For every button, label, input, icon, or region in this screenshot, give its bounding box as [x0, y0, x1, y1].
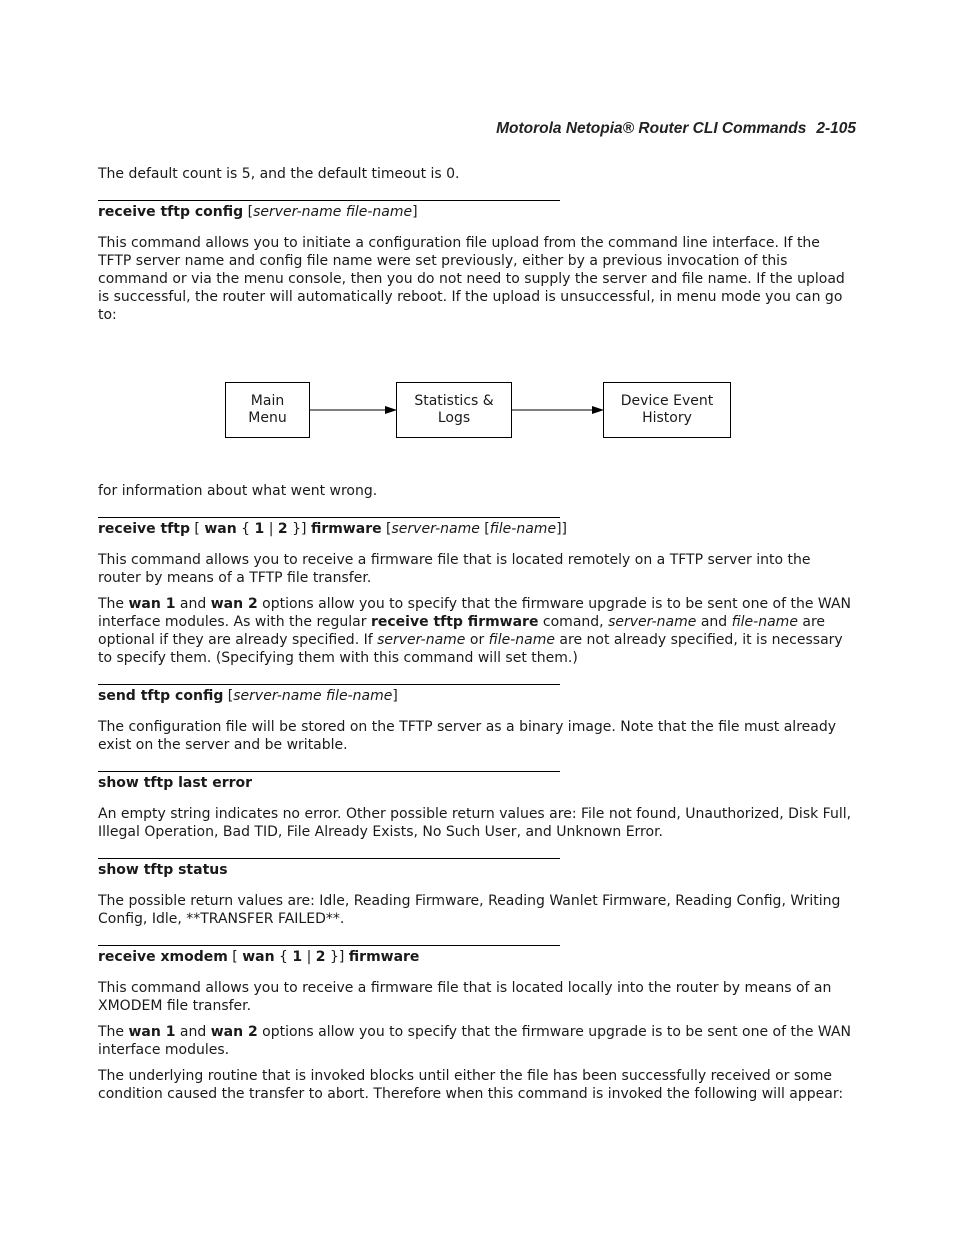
sec2-p1: This command allows you to receive a firmware file that is located remotely on a TFTP server into the router by means of a TFTP file transfer. [98, 552, 811, 586]
page-content [98, 165, 856, 1103]
section-rule [98, 517, 560, 518]
section-rule [98, 684, 560, 685]
sec2-p2: The wan 1 and wan 2 options allow you to specify that the firmware upgrade is to be sent one of the WAN interface modules. As with the regular receive tftp firmware comand, server-name and file-name are optional if they are already specified. If server-name or file-name are not already specified, it is necessary to specify them. (Specifying them with this command will set them.) [98, 596, 852, 666]
section-rule [98, 858, 560, 859]
sec5-body: The possible return values are: Idle, Reading Firmware, Reading Wanlet Firmware, Reading Config, Writing Config, Idle, **TRANSFER FAILED**. [98, 893, 841, 927]
section-rule [98, 771, 560, 772]
sec1-body: This command allows you to initiate a configuration file upload from the command line interface. If the TFTP server name and config file name were set previously, either by a previous invocation of this command or via the menu console, then you do not need to supply the server and file name. If the upload is successful, the router will automatically reboot. If the upload is unsuccessful, in menu mode you can go to: [98, 235, 845, 323]
sec6-p3: The underlying routine that is invoked blocks until either the file has been successfully received or some condition caused the transfer to abort. Therefore when this command is invoked the following will appear: [98, 1068, 844, 1102]
command-receive-tftp-firmware: receive tftp [ wan { 1 | 2 }] firmware [server-name [file-name]] [98, 521, 567, 537]
command-show-tftp-status: show tftp status [98, 862, 228, 878]
section-rule [98, 200, 560, 201]
page-number: 2-105 [816, 120, 856, 137]
sec1-after: for information about what went wrong. [98, 483, 378, 499]
sec6-p2: The wan 1 and wan 2 options allow you to specify that the firmware upgrade is to be sent one of the WAN interface modules. [98, 1024, 852, 1058]
command-receive-tftp-config: receive tftp config [server-name file-name] [98, 204, 418, 220]
command-receive-xmodem: receive xmodem [ wan { 1 | 2 }] firmware [98, 949, 420, 965]
sec6-p1: This command allows you to receive a firmware file that is located locally into the router by means of an XMODEM file transfer. [98, 980, 832, 1014]
running-header [496, 120, 856, 138]
section-rule [98, 945, 560, 946]
sec4-body: An empty string indicates no error. Other possible return values are: File not found, Unauthorized, Disk Full, Illegal Operation, Bad TID, File Already Exists, No Such User, and Unknown Error. [98, 806, 852, 840]
box-device-event-history: Device Event History [603, 382, 731, 438]
command-send-tftp-config: send tftp config [server-name file-name] [98, 688, 398, 704]
header-title: Motorola Netopia® Router CLI Commands [496, 120, 807, 137]
menu-path-diagram [98, 368, 856, 452]
sec3-body: The configuration file will be stored on the TFTP server as a binary image. Note that the file must already exist on the server and be writable. [98, 719, 837, 753]
command-args: server-name file-name [253, 204, 413, 220]
box-main-menu: Main Menu [225, 382, 310, 438]
command-name: receive tftp config [98, 204, 244, 220]
intro-paragraph: The default count is 5, and the default timeout is 0. [98, 166, 460, 182]
box-statistics-logs: Statistics & Logs [396, 382, 512, 438]
command-show-tftp-last-error: show tftp last error [98, 775, 253, 791]
